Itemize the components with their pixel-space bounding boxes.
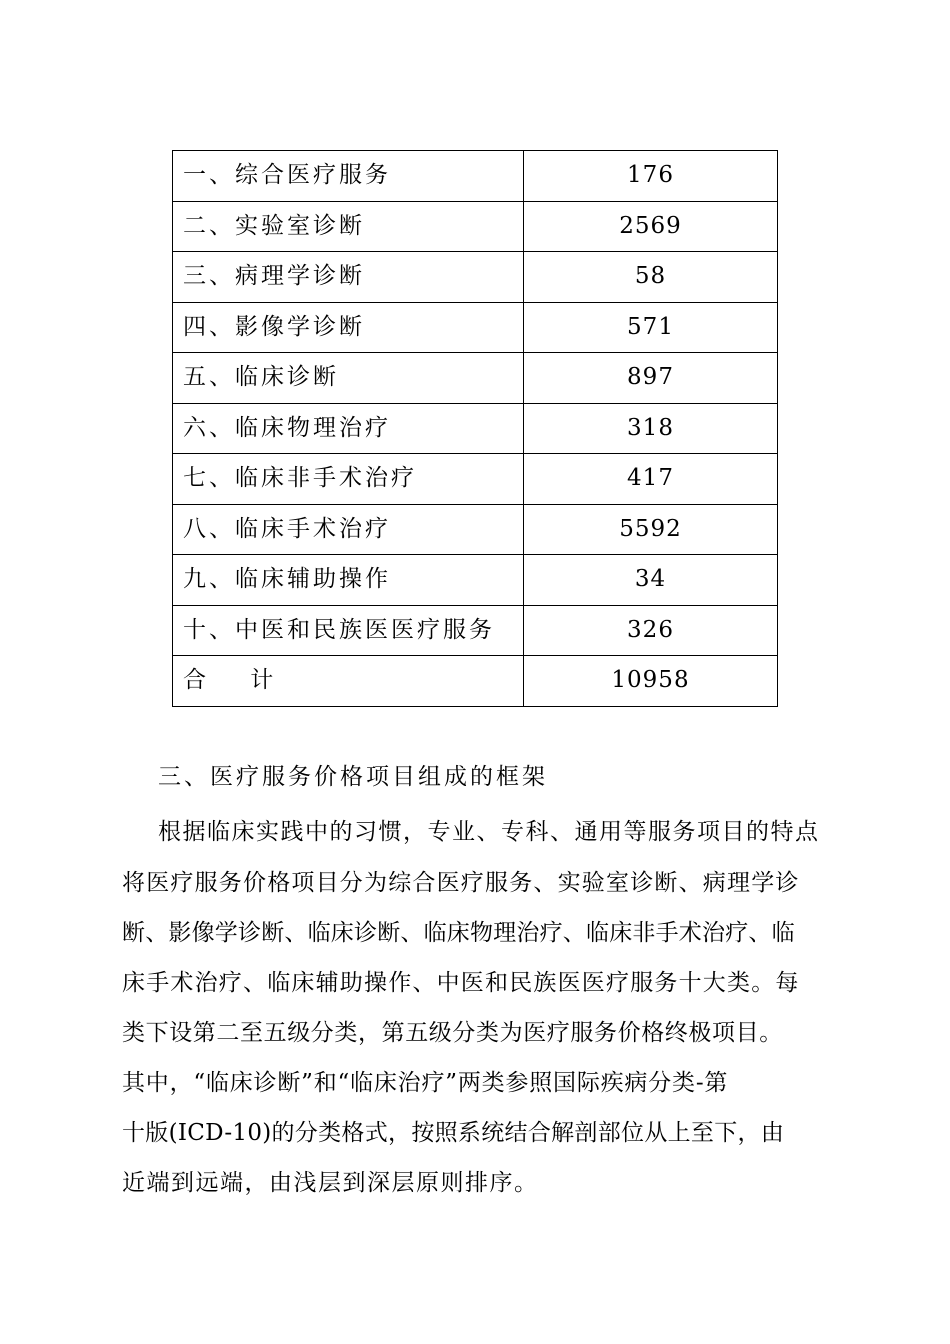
count-cell: 326 xyxy=(524,605,778,656)
category-count-table xyxy=(172,150,778,707)
count-cell: 571 xyxy=(524,302,778,353)
paragraph-line: 床手术治疗、临床辅助操作、中医和民族医医疗服务十大类。每 xyxy=(122,970,800,996)
category-cell: 三、病理学诊断 xyxy=(173,252,524,303)
count-cell: 58 xyxy=(524,252,778,303)
count-cell: 318 xyxy=(524,403,778,454)
category-cell: 九、临床辅助操作 xyxy=(173,555,524,606)
count-cell: 5592 xyxy=(524,504,778,555)
count-cell: 417 xyxy=(524,454,778,505)
category-cell: 六、临床物理治疗 xyxy=(173,403,524,454)
section-heading: 三、医疗服务价格项目组成的框架 xyxy=(158,764,548,790)
paragraph-line: 十版(ICD-10)的分类格式，按照系统结合解剖部位从上至下，由 xyxy=(122,1120,785,1146)
paragraph-line: 近端到远端，由浅层到深层原则排序。 xyxy=(122,1170,539,1196)
count-cell: 897 xyxy=(524,353,778,404)
category-cell: 五、临床诊断 xyxy=(173,353,524,404)
count-cell: 34 xyxy=(524,555,778,606)
table-row xyxy=(173,353,778,404)
paragraph-line: 将医疗服务价格项目分为综合医疗服务、实验室诊断、病理学诊 xyxy=(122,870,800,896)
category-cell: 七、临床非手术治疗 xyxy=(173,454,524,505)
table-row xyxy=(173,555,778,606)
table-row xyxy=(173,302,778,353)
table-row xyxy=(173,252,778,303)
table-row xyxy=(173,201,778,252)
paragraph-line: 根据临床实践中的习惯，专业、专科、通用等服务项目的特点 xyxy=(158,819,820,845)
category-cell: 十、中医和民族医医疗服务 xyxy=(173,605,524,656)
table-row xyxy=(173,454,778,505)
paragraph-line: 类下设第二至五级分类，第五级分类为医疗服务价格终极项目。 xyxy=(122,1020,783,1046)
total-count-cell: 10958 xyxy=(524,656,778,707)
paragraph-line: 断、影像学诊断、临床诊断、临床物理治疗、临床非手术治疗、临 xyxy=(122,920,795,946)
table-row xyxy=(173,605,778,656)
category-cell: 八、临床手术治疗 xyxy=(173,504,524,555)
category-cell: 二、实验室诊断 xyxy=(173,201,524,252)
table-row xyxy=(173,504,778,555)
category-cell: 一、综合医疗服务 xyxy=(173,151,524,202)
table-row xyxy=(173,151,778,202)
total-label-cell: 合 计 xyxy=(173,656,524,707)
paragraph-line: 其中，“临床诊断”和“临床治疗”两类参照国际疾病分类-第 xyxy=(122,1070,729,1096)
table-row xyxy=(173,403,778,454)
table-total-row xyxy=(173,656,778,707)
count-cell: 176 xyxy=(524,151,778,202)
category-cell: 四、影像学诊断 xyxy=(173,302,524,353)
count-cell: 2569 xyxy=(524,201,778,252)
